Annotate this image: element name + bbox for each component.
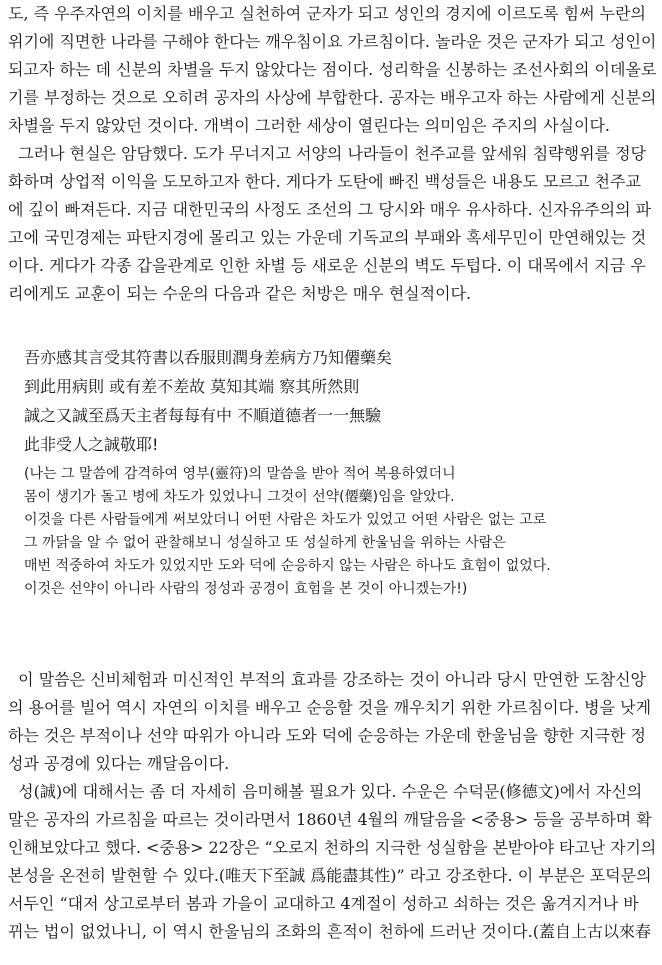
- text-line: 인해보았다고 했다. <중용> 22장은 “오로지 천하의 지극한 성실함을 본받아야 타고난 자기의: [8, 838, 657, 857]
- text-line: 도, 즉 우주자연의 이치를 배우고 실천하여 군자가 되고 성인의 경지에 이르도록 힘써 누란의: [8, 4, 646, 23]
- text-line: 성(誠)에 대해서는 좀 더 자세히 음미해볼 필요가 있다. 수운은 수덕문(修德文)에서 자신의: [8, 782, 643, 801]
- text-line: 서두인 “대저 상고로부터 봄과 가을이 교대하고 4계절이 성하고 쇠하는 것은 옮겨지거나 바: [8, 894, 639, 913]
- text-line: 화하며 상업적 이익을 도모하고자 한다. 게다가 도탄에 빠진 백성들은 내용도 모르고 천주교: [8, 172, 641, 191]
- hanja-quote-line: 吾亦感其言受其符書以呑服則潤身差病方乃知僊藥矣: [24, 348, 393, 367]
- hanja-quote-line: 此非受人之誠敬耶!: [24, 435, 159, 454]
- text-line: 고에 국민경제는 파탄지경에 몰리고 있는 가운데 기독교의 부패와 혹세무민이 만연해있는 것: [8, 228, 647, 247]
- text-line: 본성을 온전히 발현할 수 있다.(唯天下至誠 爲能盡其性)” 라고 강조한다. 이 부분은 포덕문의: [8, 866, 652, 885]
- translation-line: 이것을 다른 사람들에게 써보았더니 어떤 사람은 차도가 있었고 어떤 사람은 없는 고로: [24, 512, 547, 528]
- translation-line: 몸이 생기가 돌고 병에 차도가 있었나니 그것이 선약(僊藥)임을 알았다.: [24, 489, 455, 505]
- block-quote-translation: [24, 463, 644, 601]
- text-line: 의 용어를 빌어 역시 자연의 이치를 배우고 순응할 것을 깨우치기 위한 가르침이다. 병을 낫게: [8, 698, 652, 717]
- translation-line: 매번 적중하여 차도가 있었지만 도와 덕에 순응하지 않는 사람은 하나도 효험이 없었다.: [24, 558, 551, 574]
- text-line: 하는 것은 부적이나 선약 따위가 아니라 도와 덕에 순응하는 가운데 한울님을 향한 지극한 정: [8, 726, 646, 745]
- body-paragraph-intro: [8, 0, 656, 308]
- body-paragraph-commentary: [8, 666, 656, 946]
- text-line: 되고자 하는 데 신분의 차별을 두지 않았다는 점이다. 성리학을 신봉하는 조선사회의 이데올로: [8, 60, 657, 79]
- hanja-quote-line: 誠之又誠至爲天主者每每有中 不順道德者一一無驗: [24, 406, 382, 425]
- block-quote-hanja: [24, 343, 644, 459]
- text-line: 에 깊이 빠져든다. 지금 대한민국의 사정도 조선의 그 당시와 매우 유사하다. 신자유주의의 파: [8, 200, 652, 219]
- translation-line: (나는 그 말씀에 감격하여 영부(靈符)의 말씀을 받아 적어 복용하였더니: [24, 466, 456, 482]
- hanja-quote-line: 到此用病則 或有差不差故 莫知其端 察其所然則: [24, 377, 360, 396]
- text-line: 이다. 게다가 각종 갑을관계로 인한 차별 등 새로운 신분의 벽도 두텁다. 이 대목에서 지금 우: [8, 256, 646, 275]
- text-line: 차별을 두지 않았던 것이다. 개벽이 그러한 세상이 열린다는 의미임은 주지의 사실이다.: [8, 116, 610, 135]
- text-line: 위기에 직면한 나라를 구해야 한다는 깨우침이요 가르침이다. 놀라운 것은 군자가 되고 성인이: [8, 32, 657, 51]
- text-line: 이 말씀은 신비체험과 미신적인 부적의 효과를 강조하는 것이 아니라 당시 만연한 도참신앙: [8, 670, 646, 689]
- text-line: 뀌는 법이 없었나니, 이 역시 한울님의 조화의 흔적이 천하에 드러난 것이다.(蓋自上古以來春: [8, 922, 651, 941]
- text-line: 리에게도 교훈이 되는 수운의 다음과 같은 처방은 매우 현실적이다.: [8, 284, 472, 303]
- text-line: 성과 공경에 있다는 깨달음이다.: [8, 754, 230, 773]
- translation-line: 그 까닭을 알 수 없어 관찰해보니 성실하고 또 성실하게 한울님을 위하는 사람은: [24, 535, 506, 551]
- translation-line: 이것은 선약이 아니라 사람의 정성과 공경이 효험을 본 것이 아니겠는가!): [24, 581, 468, 597]
- text-line: 그러나 현실은 암담했다. 도가 무너지고 서양의 나라들이 천주교를 앞세워 침략행위를 정당: [8, 144, 646, 163]
- text-line: 기를 부정하는 것으로 오히려 공자의 사상에 부합한다. 공자는 배우고자 하는 사람에게 신분의: [8, 88, 657, 107]
- text-line: 말은 공자의 가르침을 따르는 것이라면서 1860년 4월의 깨달음을 <중용> 등을 공부하며 확: [8, 810, 652, 829]
